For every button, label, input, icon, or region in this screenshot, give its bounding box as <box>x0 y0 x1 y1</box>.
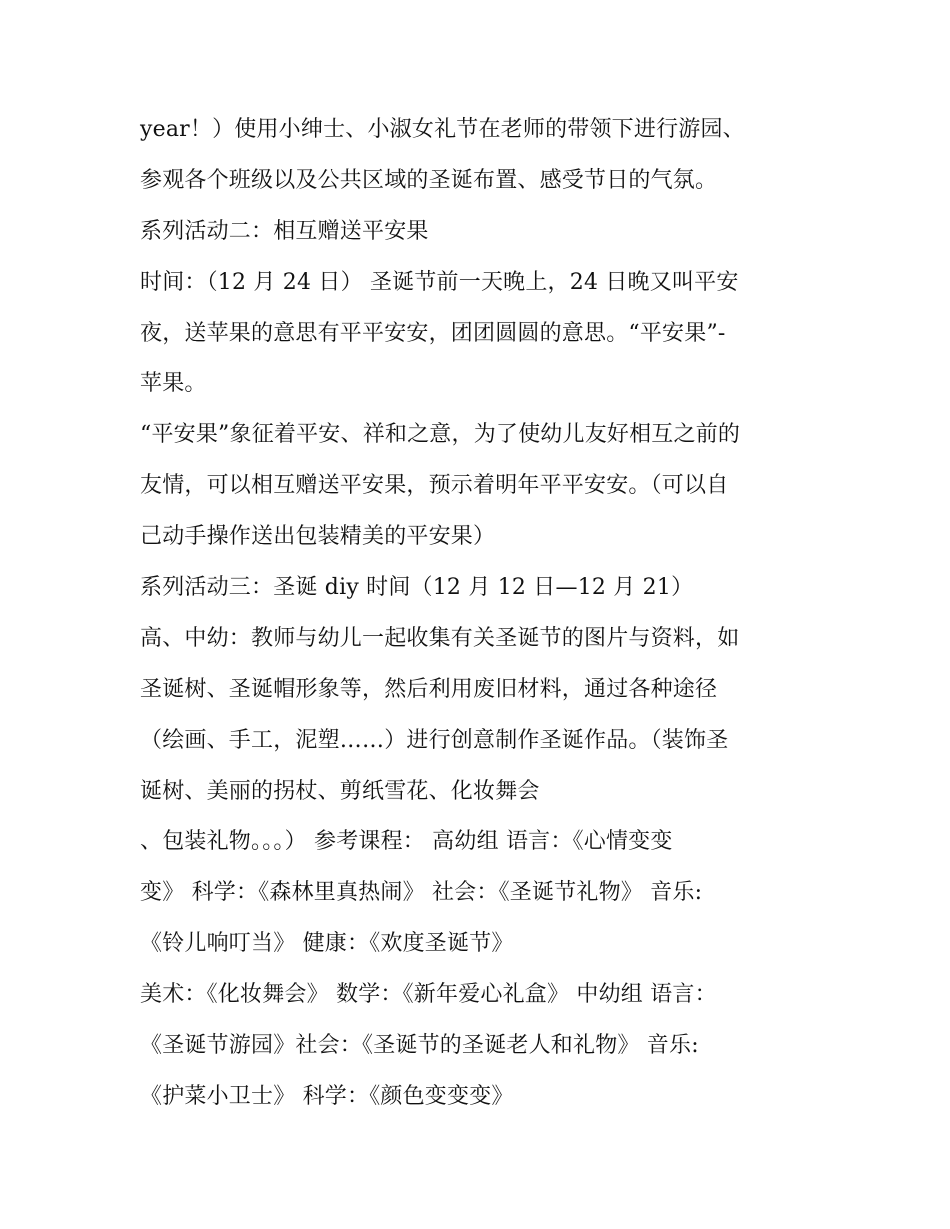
text-line: （绘画、手工，泥塑……）进行创意制作圣诞作品。（装饰圣 <box>140 727 729 753</box>
text-line: 参观各个班级以及公共区域的圣诞布置、感受节日的气氛。 <box>140 167 718 193</box>
text-line: 《护菜小卫士》 科学：《颜色变变变》 <box>140 1083 514 1109</box>
text-line: 变》 科学：《森林里真热闹》 社会：《圣诞节礼物》 音乐: <box>140 880 703 906</box>
text-line: 高、中幼：教师与幼儿一起收集有关圣诞节的图片与资料，如 <box>140 625 740 651</box>
section-heading: 系列活动三：圣诞 diy 时间（12 月 12 日—12 月 21） <box>140 575 694 601</box>
text-line: 、包装礼物。。。） 参考课程： 高幼组 语言：《心情变变 <box>140 829 673 855</box>
text-line: 苹果。 <box>140 371 207 397</box>
text-line: “平安果”象征着平安、祥和之意，为了使幼儿友好相互之前的 <box>140 422 741 448</box>
section-heading: 系列活动二：相互赠送平安果 <box>140 218 429 244</box>
text-line: 时间：（12 月 24 日） 圣诞节前一天晚上，24 日晚又叫平安 <box>140 269 739 295</box>
text-line: 夜，送苹果的意思有平平安安，团团圆圆的意思。“平安果”- <box>140 320 726 346</box>
text-line: 《铃儿响叮当》 健康：《欢度圣诞节》 <box>140 931 514 957</box>
text-line: 美术：《化妆舞会》 数学：《新年爱心礼盒》 中幼组 语言： <box>140 982 717 1008</box>
text-line: 圣诞树、圣诞帽形象等，然后利用废旧材料，通过各种途径 <box>140 676 718 702</box>
text-line: 己动手操作送出包装精美的平安果） <box>140 524 496 550</box>
text-line: year！）使用小绅士、小淑女礼节在老师的带领下进行游园、 <box>140 117 745 142</box>
text-line: 诞树、美丽的拐杖、剪纸雪花、化妆舞会 <box>140 778 540 804</box>
document-body <box>140 105 830 1123</box>
text-line: 《圣诞节游园》社会：《圣诞节的圣诞老人和礼物》 音乐: <box>140 1033 699 1059</box>
text-line: 友情，可以相互赠送平安果，预示着明年平平安安。（可以自 <box>140 473 729 499</box>
